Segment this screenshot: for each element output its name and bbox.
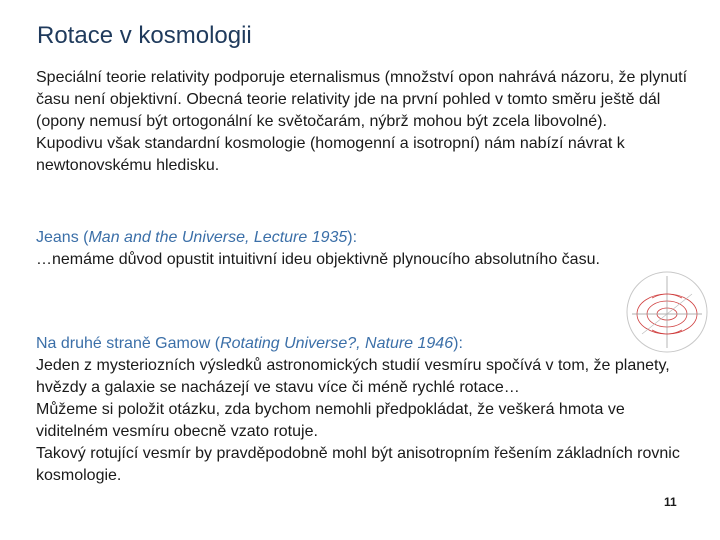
gamow-citation-prefix: Na druhé straně Gamow ( [36,335,221,352]
gamow-quote: Jeden z mysteriozních výsledků astronomických studií vesmíru spočívá v tom, že planety, hvězdy a galaxie se nacházejí ve stavu více či méně rychlé rotace… Můžeme si položit otázku, zda bychom nemohli předpokládat, že veškerá hmota ve viditelném vesmíru obecně vzato rotuje. Takový rotující vesmír by pravděpodobně mohl být anisotropním řešením základních rovnic kosmologie. [36,357,680,484]
rotating-universe-diagram-icon [622,268,712,354]
gamow-citation [36,335,463,352]
slide-title: Rotace v kosmologii [37,22,252,49]
jeans-citation [36,229,357,246]
page-number: 11 [664,495,677,509]
jeans-work-title: Man and the Universe, Lecture 1935 [88,229,348,246]
jeans-citation-suffix: ): [347,229,358,246]
gamow-citation-suffix: ): [453,335,463,352]
gamow-quote-block [36,333,696,487]
jeans-quote: …nemáme důvod opustit intuitivní ideu objektivně plynoucího absolutního času. [36,251,600,268]
jeans-citation-prefix: Jeans ( [36,229,89,246]
jeans-quote-block [36,227,696,271]
gamow-work-title: Rotating Universe?, Nature 1946 [220,335,454,352]
intro-paragraph: Speciální teorie relativity podporuje eternalismus (množství opon nahrává názoru, že plynutí času není objektivní. Obecná teorie relativity jde na první pohled v tomto směru ještě dál (opony nemusí být ortogonální ke světočarám, nýbrž mohou být zcela libovolné). Kupodivu však standardní kosmologie (homogenní a isotropní) nám nabízí návrat k newtonovskému hledisku. [36,69,688,174]
